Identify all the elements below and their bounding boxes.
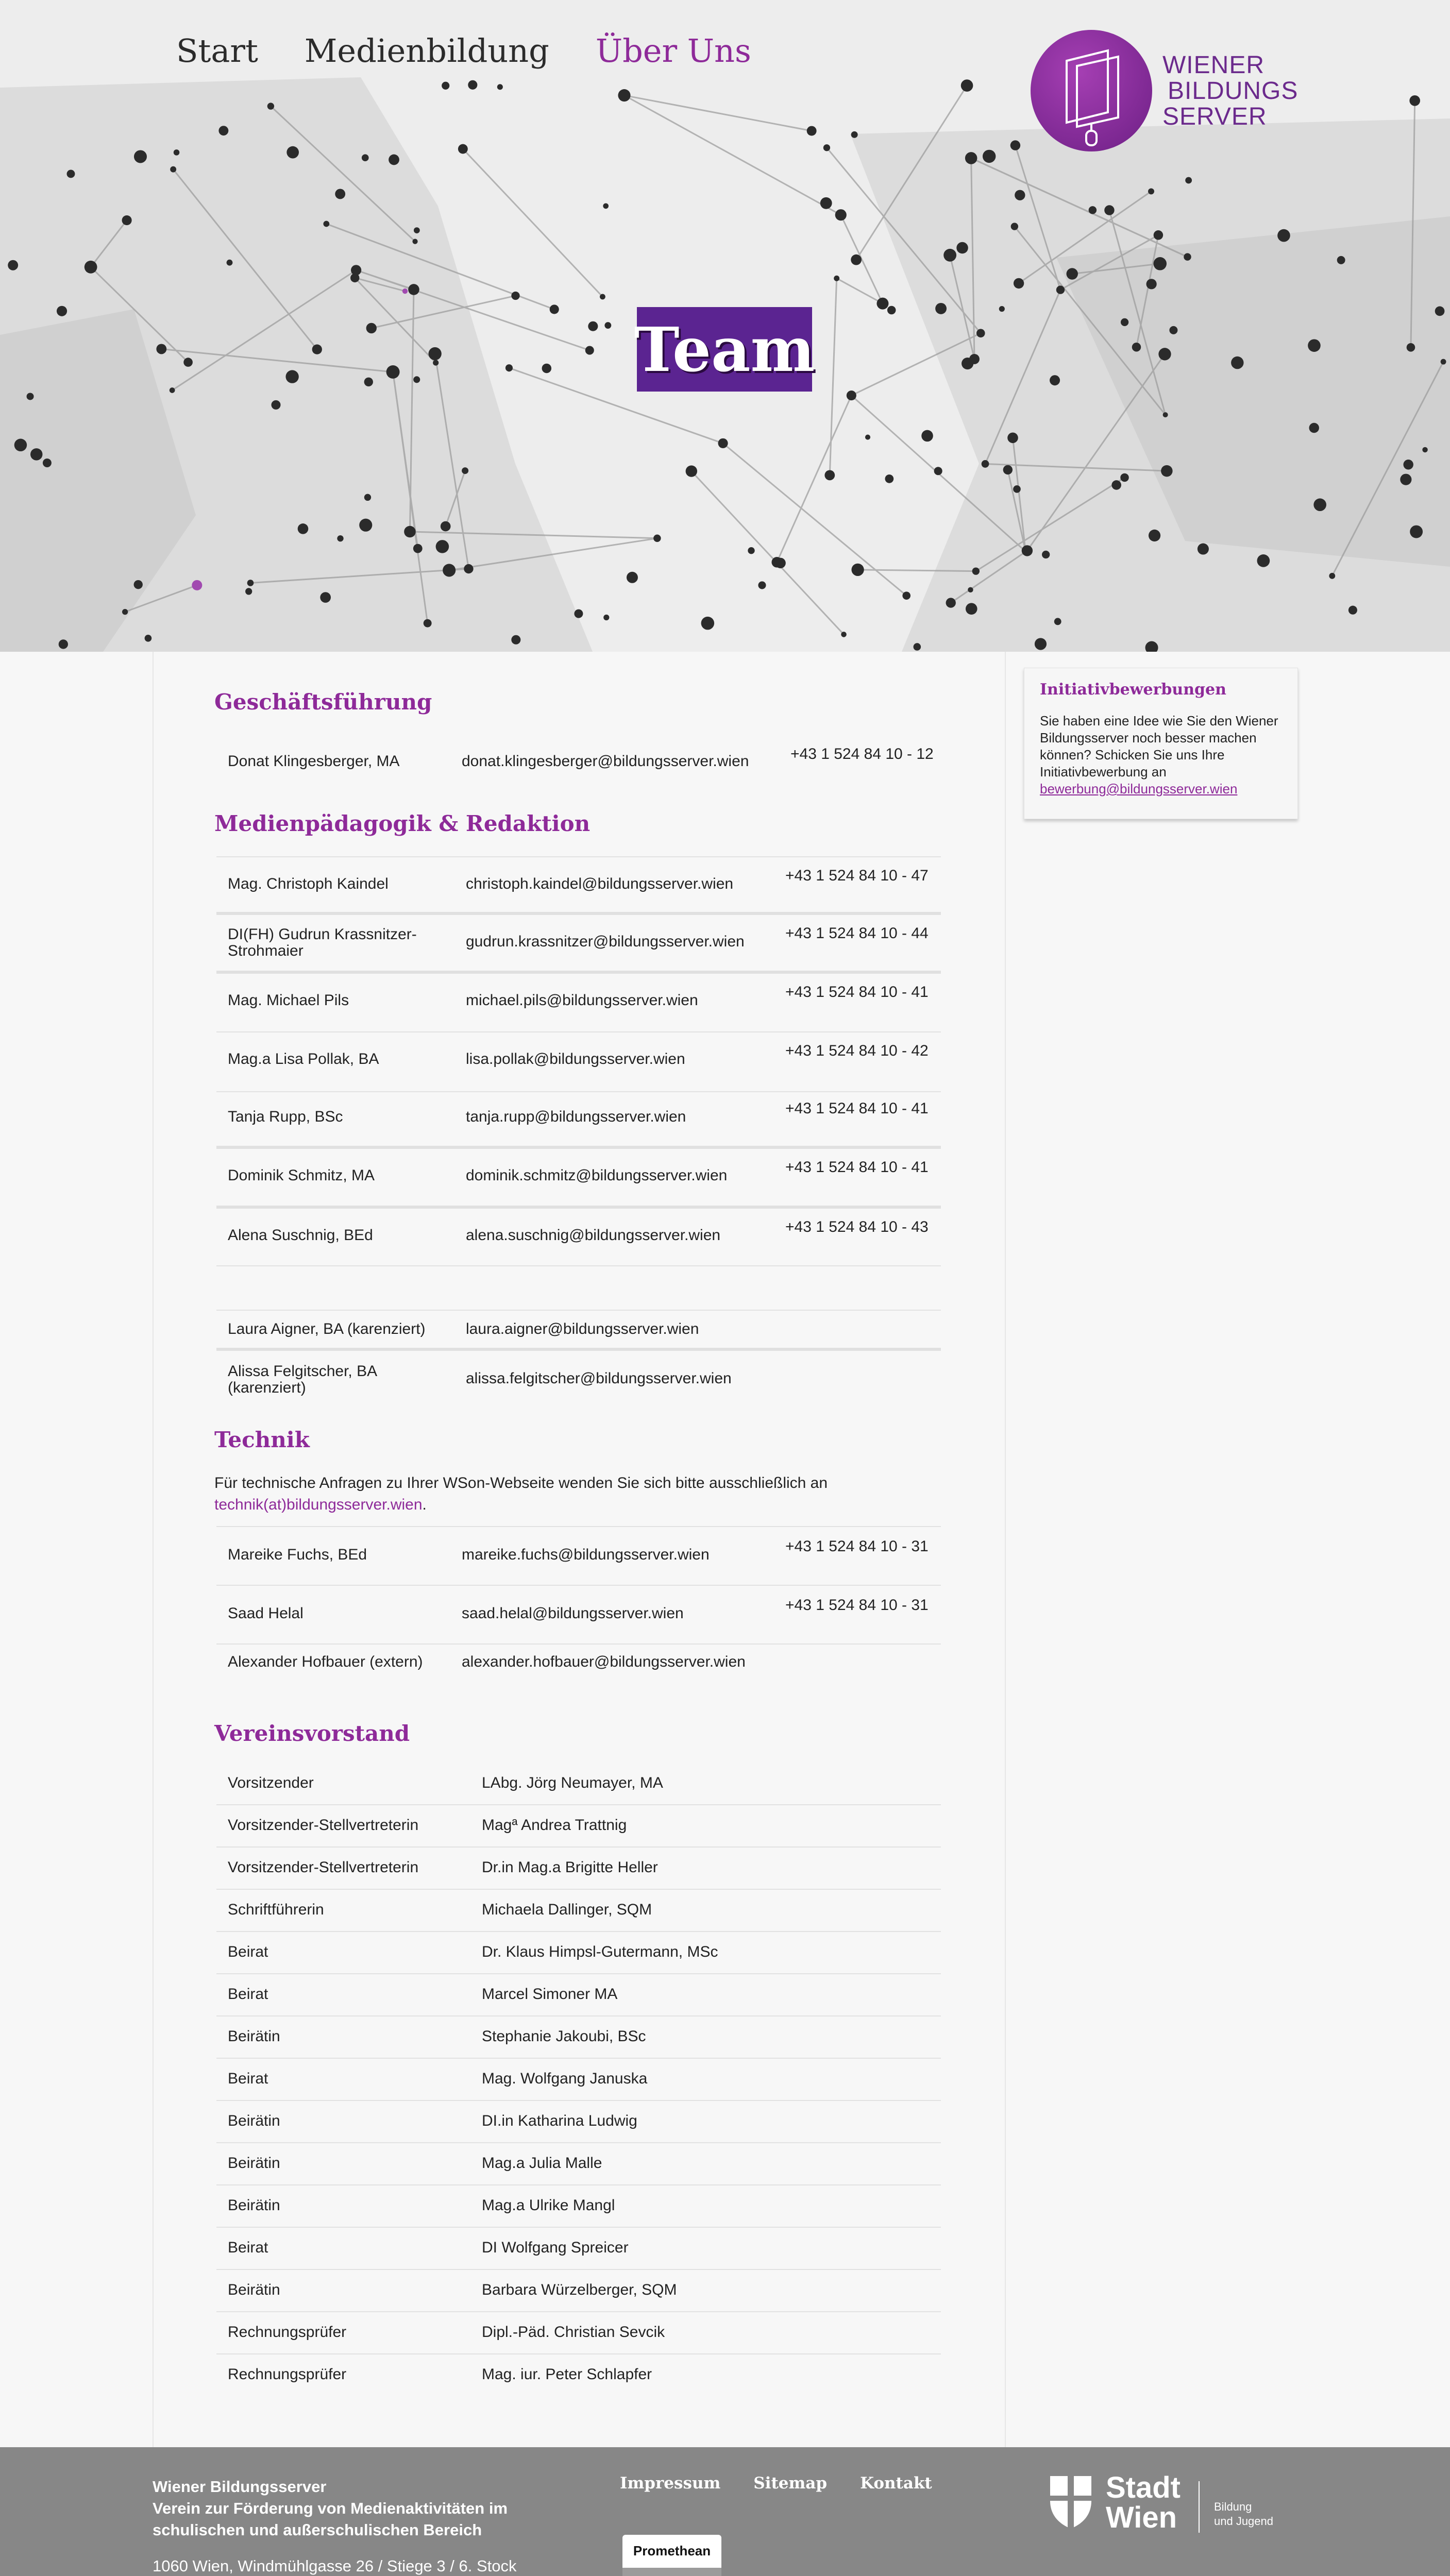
- technik-email-link[interactable]: technik(at)bildungsserver.wien: [214, 1496, 423, 1513]
- table-row: [216, 739, 941, 789]
- site-logo[interactable]: [1031, 30, 1309, 154]
- vorstand-member-name: Michaela Dallinger, SQM: [482, 1901, 652, 1918]
- stadt-line-2: Wien: [1106, 2501, 1177, 2534]
- logo-wordmark: [1162, 53, 1298, 130]
- technik-note-end: .: [422, 1496, 427, 1513]
- empty-row: [216, 1265, 941, 1311]
- sidebar-title: Initiativbewerbungen: [1040, 681, 1226, 699]
- person-phone: +43 1 524 84 10 - 43: [785, 1218, 929, 1235]
- section-title-geschaeftsfuehrung: Geschäftsführung: [214, 689, 432, 715]
- person-name: Mag. Michael Pils: [228, 992, 349, 1009]
- person-email[interactable]: saad.helal@bildungsserver.wien: [462, 1605, 684, 1622]
- person-name: Mag.a Lisa Pollak, BA: [228, 1050, 379, 1067]
- table-row: [216, 1645, 941, 1688]
- vorstand-role: Beirätin: [228, 2155, 280, 2172]
- table-row: [216, 1311, 941, 1351]
- person-name: Dominik Schmitz, MA: [228, 1167, 375, 1184]
- table-row: [216, 1527, 941, 1586]
- sidebar-text-body: Sie haben eine Idee wie Sie den Wiener Bildungsserver noch besser machen können? Schicken Sie uns Ihre Initiativbewerbung an: [1040, 713, 1278, 779]
- footer-link-kontakt[interactable]: Kontakt: [860, 2474, 932, 2493]
- vorstand-member-name: LAbg. Jörg Neumayer, MA: [482, 1774, 663, 1791]
- footer-address: 1060 Wien, Windmühlgasse 26 / Stiege 3 / 6. Stock: [153, 2557, 517, 2575]
- vorstand-member-name: Dr. Klaus Himpsl-Gutermann, MSc: [482, 1943, 718, 1960]
- logo-line-2: BILDUNGS: [1168, 77, 1299, 105]
- technik-note: [214, 1472, 956, 1516]
- person-phone: +43 1 524 84 10 - 12: [790, 745, 934, 762]
- stadt-subtitle: [1214, 2500, 1273, 2529]
- vorstand-role: Rechnungsprüfer: [228, 2324, 347, 2341]
- vorstand-member-name: Marcel Simoner MA: [482, 1986, 618, 2003]
- stadt-divider: [1199, 2481, 1200, 2533]
- vorstand-member-name: Mag. Wolfgang Januska: [482, 2070, 648, 2087]
- vorstand-row: [216, 2228, 941, 2270]
- vorstand-member-name: DI.in Katharina Ludwig: [482, 2112, 637, 2129]
- section-title-technik: Technik: [214, 1427, 310, 1452]
- vorstand-role: Rechnungsprüfer: [228, 2366, 347, 2383]
- vorstand-member-name: Stephanie Jakoubi, BSc: [482, 2028, 646, 2045]
- table-row: [216, 1209, 941, 1266]
- footer-org-name: Wiener Bildungsserver: [153, 2478, 327, 2496]
- person-name: Mareike Fuchs, BEd: [228, 1546, 367, 1563]
- vorstand-role: Beirat: [228, 1986, 268, 2003]
- vorstand-row: [216, 1763, 941, 1805]
- vorstand-role: Beirat: [228, 1943, 268, 1960]
- stadt-wien-logo[interactable]: [1049, 2473, 1291, 2540]
- table-row: [216, 1586, 941, 1645]
- person-email[interactable]: alexander.hofbauer@bildungsserver.wien: [462, 1653, 746, 1670]
- vorstand-role: Beirat: [228, 2070, 268, 2087]
- logo-line-3: SERVER: [1162, 103, 1267, 130]
- nav-item-medienbildung[interactable]: Medienbildung: [304, 32, 549, 70]
- person-phone: +43 1 524 84 10 - 31: [785, 1597, 929, 1614]
- vorstand-role: Vorsitzender-Stellvertreterin: [228, 1859, 419, 1876]
- vorstand-member-name: Barbara Würzelberger, SQM: [482, 2281, 677, 2298]
- footer-link-impressum[interactable]: Impressum: [620, 2474, 721, 2493]
- logo-line-1: WIENER: [1162, 52, 1264, 79]
- table-row: [216, 915, 941, 974]
- person-phone: +43 1 524 84 10 - 41: [785, 1159, 929, 1176]
- vorstand-row: [216, 1932, 941, 1974]
- promethean-logo[interactable]: [622, 2535, 721, 2576]
- sidebar-email-link[interactable]: bewerbung@bildungsserver.wien: [1040, 781, 1238, 796]
- table-row: [216, 1351, 941, 1406]
- vorstand-role: Vorsitzender-Stellvertreterin: [228, 1817, 419, 1834]
- wien-shield-icon: [1049, 2475, 1092, 2530]
- logo-emblem-icon: [1031, 30, 1152, 151]
- nav-item-ueber-uns[interactable]: Über Uns: [595, 32, 751, 70]
- technik-note-text: Für technische Anfragen zu Ihrer WSon-Webseite wenden Sie sich bitte ausschließlich an: [214, 1475, 828, 1492]
- person-name: Laura Aigner, BA (karenziert): [228, 1320, 426, 1337]
- vorstand-row: [216, 1848, 941, 1890]
- vorstand-member-name: Magª Andrea Trattnig: [482, 1817, 627, 1834]
- footer-org-desc: Verein zur Förderung von Medienaktivitäten im schulischen und außerschulischen Bereich: [153, 2499, 508, 2539]
- vorstand-member-name: Dipl.-Päd. Christian Sevcik: [482, 2324, 665, 2341]
- vorstand-row: [216, 1805, 941, 1848]
- nav-item-start[interactable]: Start: [176, 32, 258, 70]
- vorstand-role: Beirat: [228, 2239, 268, 2256]
- person-email[interactable]: dominik.schmitz@bildungsserver.wien: [466, 1167, 728, 1184]
- page-title: Team: [637, 307, 812, 392]
- hero-banner: [0, 0, 1450, 652]
- person-phone: +43 1 524 84 10 - 44: [785, 925, 929, 942]
- vorstand-role: Vorsitzender: [228, 1774, 314, 1791]
- stadt-sub-2: und Jugend: [1214, 2515, 1273, 2528]
- vorstand-row: [216, 2354, 941, 2396]
- vorstand-row: [216, 1890, 941, 1932]
- table-row: [216, 1032, 941, 1092]
- vorstand-role: Schriftführerin: [228, 1901, 324, 1918]
- table-row: [216, 1092, 941, 1149]
- footer-link-sitemap[interactable]: Sitemap: [753, 2474, 828, 2493]
- main-nav: [176, 32, 751, 70]
- person-email[interactable]: laura.aigner@bildungsserver.wien: [466, 1320, 699, 1337]
- person-phone: +43 1 524 84 10 - 42: [785, 1042, 929, 1059]
- promethean-wordmark: Promethean: [633, 2543, 711, 2558]
- person-phone: +43 1 524 84 10 - 31: [785, 1538, 929, 1555]
- person-email[interactable]: lisa.pollak@bildungsserver.wien: [466, 1050, 685, 1067]
- table-row: [216, 974, 941, 1032]
- stadt-wien-wordmark: [1106, 2473, 1181, 2533]
- vorstand-row: [216, 2101, 941, 2143]
- footer-contact: [153, 2476, 575, 2576]
- stadt-line-1: Stadt: [1106, 2471, 1181, 2504]
- person-name: Donat Klingesberger, MA: [228, 753, 400, 770]
- table-row: [216, 857, 941, 915]
- person-email[interactable]: gudrun.krassnitzer@bildungsserver.wien: [466, 933, 745, 950]
- vorstand-member-name: DI Wolfgang Spreicer: [482, 2239, 629, 2256]
- person-name: Mag. Christoph Kaindel: [228, 875, 389, 892]
- vorstand-member-name: Mag. iur. Peter Schlapfer: [482, 2366, 652, 2383]
- promethean-logo-bar: [622, 2568, 721, 2576]
- footer-links: [620, 2474, 932, 2493]
- footer: [0, 2447, 1450, 2576]
- vorstand-role: Beirätin: [228, 2028, 280, 2045]
- vorstand-row: [216, 2312, 941, 2354]
- vorstand-row: [216, 2143, 941, 2185]
- vorstand-role: Beirätin: [228, 2281, 280, 2298]
- vorstand-row: [216, 1974, 941, 2016]
- vorstand-member-name: Mag.a Julia Malle: [482, 2155, 602, 2172]
- vorstand-row: [216, 2270, 941, 2312]
- vorstand-row: [216, 2059, 941, 2101]
- person-email[interactable]: tanja.rupp@bildungsserver.wien: [466, 1108, 686, 1125]
- person-email[interactable]: christoph.kaindel@bildungsserver.wien: [466, 875, 734, 892]
- sidebar-box-initiativbewerbungen: [1024, 668, 1298, 819]
- section-title-medienpaedagogik: Medienpädagogik & Redaktion: [214, 811, 591, 836]
- vorstand-member-name: Dr.in Mag.a Brigitte Heller: [482, 1859, 658, 1876]
- person-email[interactable]: mareike.fuchs@bildungsserver.wien: [462, 1546, 710, 1563]
- person-email[interactable]: alena.suschnig@bildungsserver.wien: [466, 1227, 721, 1244]
- table-row: [216, 1149, 941, 1209]
- vorstand-row: [216, 2016, 941, 2059]
- person-name: Tanja Rupp, BSc: [228, 1108, 343, 1125]
- person-email[interactable]: michael.pils@bildungsserver.wien: [466, 992, 698, 1009]
- person-name: Alexander Hofbauer (extern): [228, 1653, 423, 1670]
- person-phone: +43 1 524 84 10 - 47: [785, 867, 929, 884]
- vorstand-role: Beirätin: [228, 2197, 280, 2214]
- person-name: DI(FH) Gudrun Krassnitzer-Strohmaier: [228, 926, 417, 959]
- person-name: Saad Helal: [228, 1605, 304, 1622]
- person-phone: +43 1 524 84 10 - 41: [785, 984, 929, 1001]
- person-name: Alena Suschnig, BEd: [228, 1227, 373, 1244]
- vorstand-row: [216, 2185, 941, 2228]
- stadt-sub-1: Bildung: [1214, 2500, 1252, 2513]
- person-email[interactable]: alissa.felgitscher@bildungsserver.wien: [466, 1370, 732, 1387]
- section-title-vorstand: Vereinsvorstand: [214, 1721, 410, 1746]
- person-email[interactable]: donat.klingesberger@bildungsserver.wien: [462, 753, 749, 770]
- vorstand-role: Beirätin: [228, 2112, 280, 2129]
- sidebar-text: [1040, 713, 1287, 798]
- person-phone: +43 1 524 84 10 - 41: [785, 1100, 929, 1117]
- vorstand-member-name: Mag.a Ulrike Mangl: [482, 2197, 615, 2214]
- person-name: Alissa Felgitscher, BA (karenziert): [228, 1363, 377, 1396]
